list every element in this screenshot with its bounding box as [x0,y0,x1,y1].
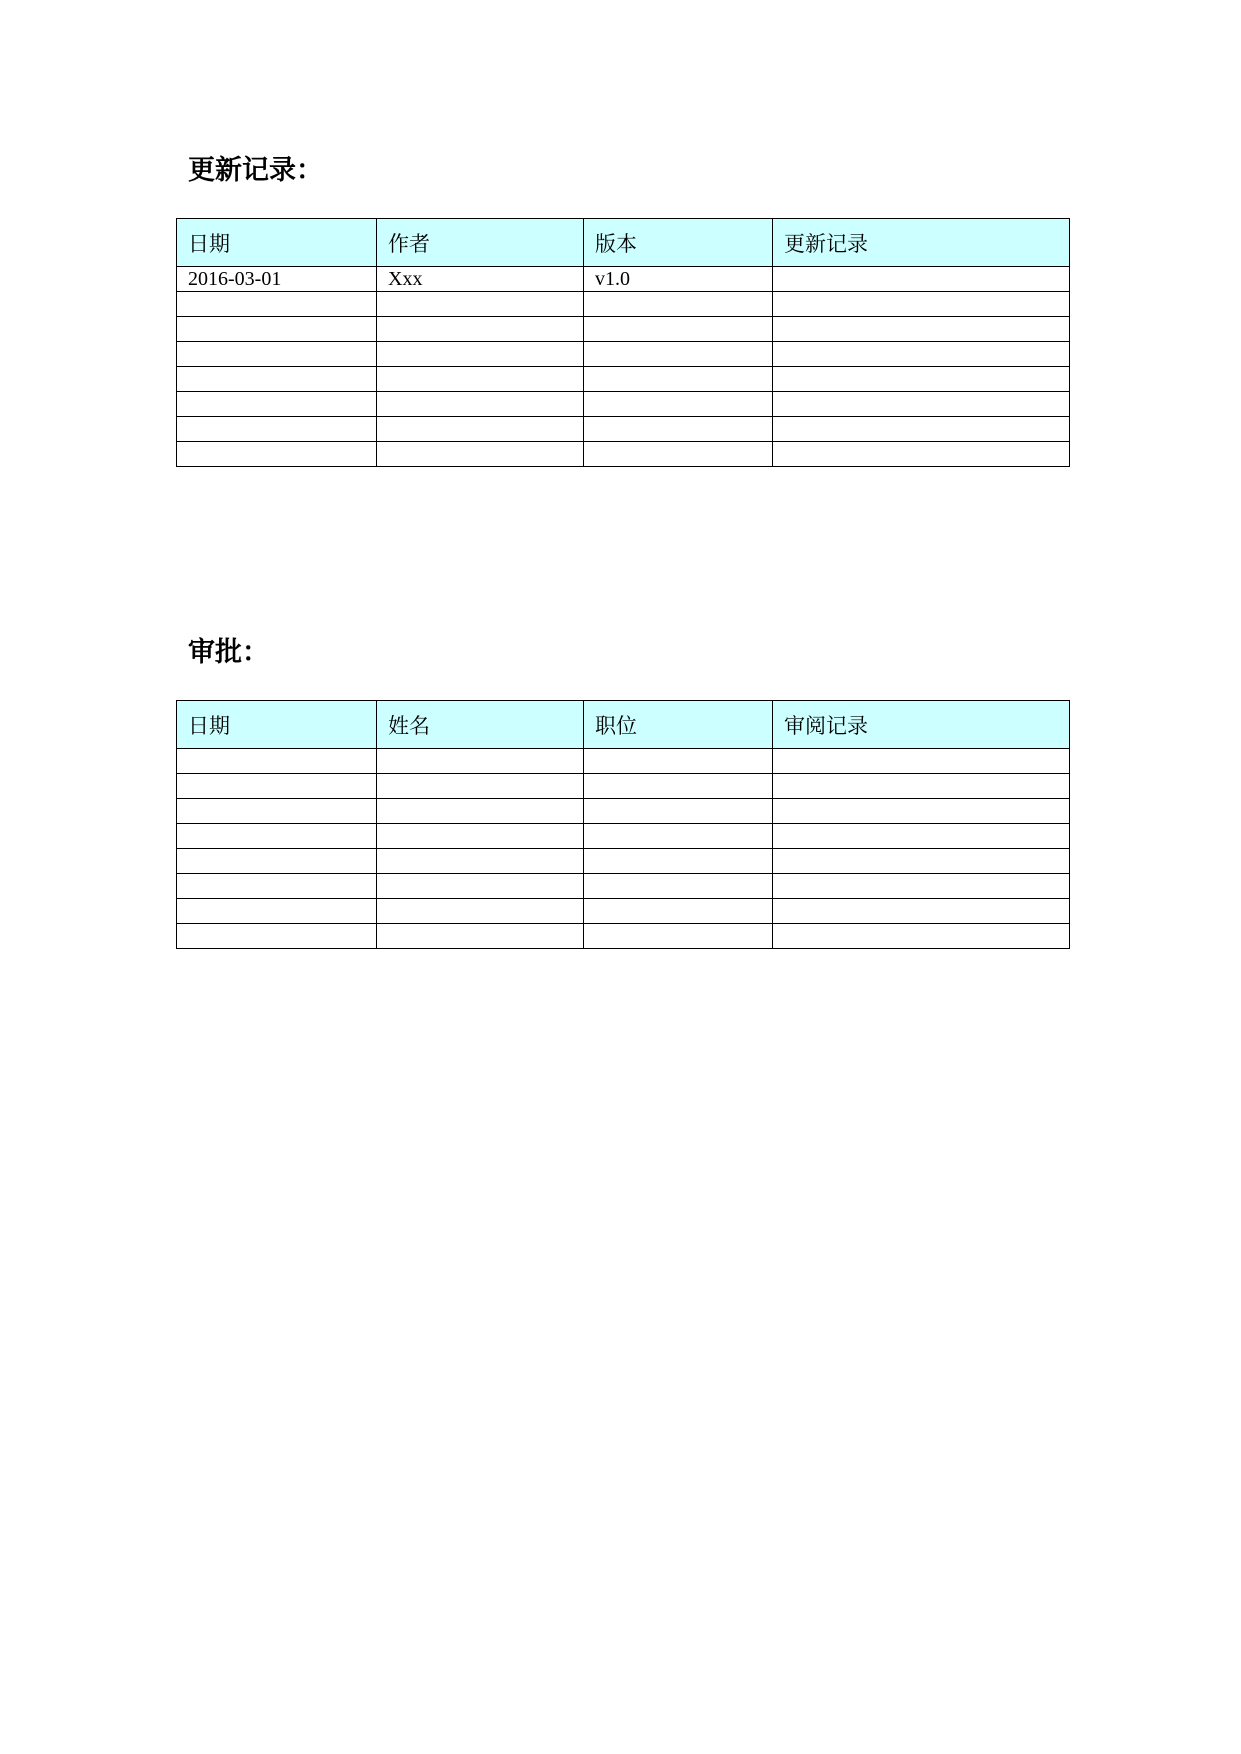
table-cell [177,899,377,924]
table-cell [377,849,584,874]
approval-title: 审批： [188,637,269,668]
table-cell [177,824,377,849]
table-cell [584,924,773,949]
table-cell [377,342,584,367]
column-header: 日期 [177,219,377,267]
table-cell [377,367,584,392]
table-cell [177,874,377,899]
table-cell [377,924,584,949]
table-cell [584,824,773,849]
table-cell [773,392,1070,417]
table-cell [773,874,1070,899]
table-cell [377,749,584,774]
table-cell [177,774,377,799]
table-cell [773,824,1070,849]
table-row [177,267,1070,292]
table-row [177,774,1070,799]
table-cell [773,749,1070,774]
table-cell [377,292,584,317]
table-cell [773,799,1070,824]
table-cell [584,442,773,467]
table-cell [773,924,1070,949]
column-header: 职位 [584,701,773,749]
column-header: 版本 [584,219,773,267]
update-history-table [176,218,1070,467]
table-cell [773,442,1070,467]
approval-table [176,700,1070,949]
table-cell: 2016-03-01 [177,267,377,292]
table-cell [584,392,773,417]
table-cell [177,799,377,824]
table-cell [177,849,377,874]
table-cell [584,367,773,392]
table-cell [177,442,377,467]
table-cell [377,874,584,899]
table-row [177,342,1070,367]
table-cell [584,317,773,342]
table-row [177,874,1070,899]
table-cell [377,824,584,849]
column-header: 姓名 [377,701,584,749]
table-cell [773,417,1070,442]
table-cell [377,442,584,467]
table-cell [377,317,584,342]
table-cell [584,874,773,899]
table-cell [584,774,773,799]
table-cell [584,417,773,442]
column-header: 更新记录 [773,219,1070,267]
table-row [177,317,1070,342]
column-header: 日期 [177,701,377,749]
table-cell [773,317,1070,342]
table-cell [177,317,377,342]
table-row [177,749,1070,774]
table-row [177,292,1070,317]
table-cell [773,292,1070,317]
table-row [177,824,1070,849]
table-header-row [177,701,1070,749]
table-cell [584,799,773,824]
table-cell [177,417,377,442]
table-row [177,899,1070,924]
table-cell [377,417,584,442]
table-cell [773,849,1070,874]
table-row [177,799,1070,824]
table-cell: v1.0 [584,267,773,292]
table-cell [177,342,377,367]
table-cell [584,849,773,874]
table-row [177,849,1070,874]
table-row [177,392,1070,417]
column-header: 作者 [377,219,584,267]
table-cell [177,924,377,949]
table-row [177,417,1070,442]
table-cell [773,774,1070,799]
table-cell [177,367,377,392]
table-cell [584,292,773,317]
column-header: 审阅记录 [773,701,1070,749]
update-history-title: 更新记录： [188,155,323,186]
table-cell [773,367,1070,392]
table-cell [377,392,584,417]
table-cell [177,292,377,317]
table-cell [773,342,1070,367]
table-cell [584,899,773,924]
table-cell [177,749,377,774]
table-row [177,924,1070,949]
table-cell [584,342,773,367]
table-header-row [177,219,1070,267]
table-row [177,367,1070,392]
table-cell [177,392,377,417]
table-cell [377,799,584,824]
table-cell [377,899,584,924]
table-cell [773,267,1070,292]
table-cell [773,899,1070,924]
table-cell [377,774,584,799]
table-cell: Xxx [377,267,584,292]
table-cell [584,749,773,774]
table-row [177,442,1070,467]
